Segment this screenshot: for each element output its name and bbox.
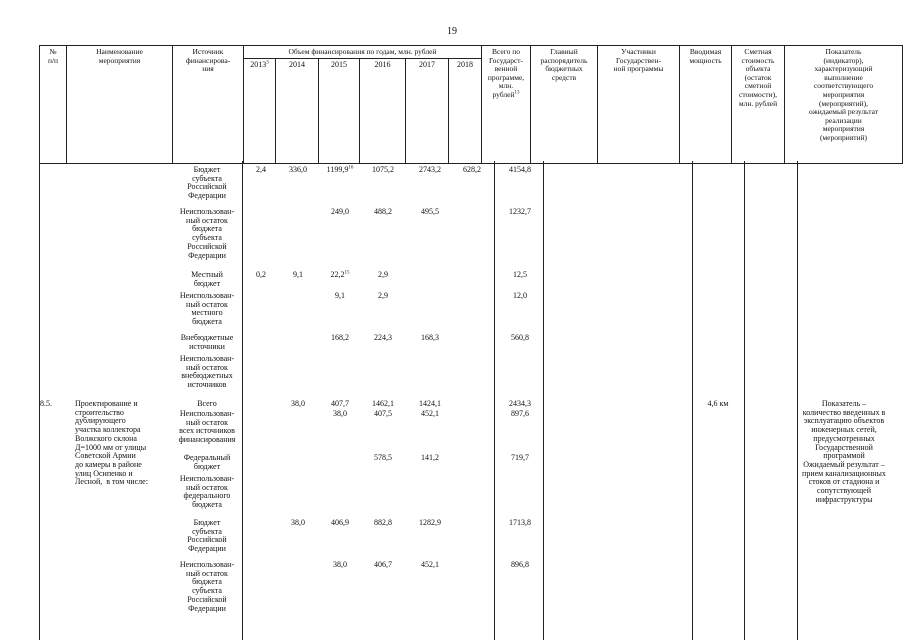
header-year-2017: 2017 (406, 59, 449, 164)
divider-line (242, 161, 243, 640)
group1-row-value-v2016: 2,9 (378, 270, 388, 279)
item85-row-value-total: 896,8 (511, 560, 529, 569)
group1-row-value-v2013: 2,4 (256, 165, 266, 174)
divider-line (543, 161, 544, 640)
item85-row-value-v2015: 38,0 (333, 560, 347, 569)
header-year-2015: 2015 (319, 59, 360, 164)
group1-row-value-v2015: 9,1 (335, 291, 345, 300)
group1-row-value-v2015: 22,2$^{15}$ (330, 270, 350, 279)
item85-row-value-v2015: 38,0 (333, 409, 347, 418)
header-cost: Сметная стоимость объекта (остаток сметной стоимости), млн. рублей (732, 46, 785, 164)
group1-row-value-v2017: 168,3 (421, 333, 439, 342)
group1-row-value-v2016: 488,2 (374, 207, 392, 216)
table-header (39, 45, 903, 164)
header-capacity: Вводимая мощность (680, 46, 732, 164)
item85-row-source: Всего (197, 399, 217, 408)
group1-row-source: Бюджет субъекта Российской Федерации (187, 165, 227, 201)
group1-row-source: Неиспользован- ный остаток бюджета субъекта Российской Федерации (179, 207, 235, 260)
group1-row-value-v2014: 9,1 (293, 270, 303, 279)
header-year-2013: 2013$^3$ (244, 59, 276, 164)
item-name: Проектирование и строительство дублирующего участка коллектора Волжского склона Д=1000 мм от улицы Советской Армии до камеры в районе улиц Осипенко и Лесной, в том числе: (75, 399, 148, 487)
divider-line (797, 161, 798, 640)
item85-row-value-v2017: 141,2 (421, 453, 439, 462)
header-source: Источник финансирова- ния (173, 46, 244, 164)
group1-row-value-v2016: 1075,2 (372, 165, 394, 174)
group1-row-value-v2015: 1199,9$^{16}$ (326, 165, 354, 174)
item85-row-value-v2017: 452,1 (421, 560, 439, 569)
group1-row-value-v2016: 2,9 (378, 291, 388, 300)
group1-row-value-v2014: 336,0 (289, 165, 307, 174)
header-volume: Объем финансирования по годам, млн. рублей (244, 46, 482, 59)
item85-row-source: Неиспользован- ный остаток бюджета субъекта Российской Федерации (179, 560, 235, 613)
header-participants: Участники Государствен- ной программы (598, 46, 680, 164)
group1-row-value-total: 12,0 (513, 291, 527, 300)
item85-row-source: Неиспользован- ный остаток федерального бюджета (179, 474, 235, 510)
divider-line (494, 161, 495, 640)
group1-row-value-v2017: 2743,2 (419, 165, 441, 174)
group1-row-value-v2015: 168,2 (331, 333, 349, 342)
item85-row-value-v2014: 38,0 (291, 399, 305, 408)
item85-row-value-v2017: 1282,9 (419, 518, 441, 527)
item85-row-value-v2016: 406,7 (374, 560, 392, 569)
item-number: 8.5. (40, 399, 52, 408)
item85-row-value-v2017: 1424,1 (419, 399, 441, 408)
item85-row-value-v2016: 407,5 (374, 409, 392, 418)
group1-row-value-v2015: 249,0 (331, 207, 349, 216)
item85-row-value-total: 1713,8 (509, 518, 531, 527)
item85-row-value-total: 2434,3 (509, 399, 531, 408)
header-total: Всего по Государст- венной программе, млн. рублей$^{13}$ (482, 46, 531, 164)
item85-row-value-v2017: 452,1 (421, 409, 439, 418)
header-manager: Главный распорядитель бюджетных средств (531, 46, 598, 164)
item-indicator: Показатель – количество введенных в эксплуатацию объектов инженерных сетей, предусмотренных Государственной программой Ожидаемый результат – прием канализационных стоков от стадиона и сопутствующей инфраструктуры (802, 399, 886, 504)
group1-row-value-v2016: 224,3 (374, 333, 392, 342)
item85-row-source: Федеральный бюджет (183, 453, 231, 471)
item85-row-value-v2015: 407,7 (331, 399, 349, 408)
header-name: Наименование мероприятия (67, 46, 173, 164)
header-num: № п/п (40, 46, 67, 164)
item85-row-value-v2014: 38,0 (291, 518, 305, 527)
item85-row-source: Бюджет субъекта Российской Федерации (187, 518, 227, 554)
divider-line (744, 161, 745, 640)
item85-row-value-v2016: 882,8 (374, 518, 392, 527)
item85-row-value-v2016: 1462,1 (372, 399, 394, 408)
group1-row-value-v2013: 0,2 (256, 270, 266, 279)
header-year-2014: 2014 (276, 59, 319, 164)
group1-row-source: Внебюджетные источники (180, 333, 234, 351)
group1-row-source: Неиспользован- ный остаток внебюджетных источников (179, 354, 235, 390)
divider-line (692, 161, 693, 640)
group1-row-source: Неиспользован- ный остаток местного бюджета (179, 291, 235, 327)
group1-row-value-v2018: 628,2 (463, 165, 481, 174)
item-capacity: 4,6 км (707, 399, 729, 408)
group1-row-value-total: 12,5 (513, 270, 527, 279)
group1-row-value-total: 1232,7 (509, 207, 531, 216)
header-year-2016: 2016 (360, 59, 406, 164)
header-indicator: Показатель (индикатор), характеризующий выполнение соответствующего мероприятия (мероприятий), ожидаемый результат реализации мероприятия (мероприятий) (785, 46, 903, 164)
page-number: 19 (447, 26, 457, 37)
group1-row-value-total: 4154,8 (509, 165, 531, 174)
group1-row-source: Местный бюджет (191, 270, 223, 288)
header-year-2018: 2018 (449, 59, 482, 164)
item85-row-value-total: 719,7 (511, 453, 529, 462)
item85-row-value-v2015: 406,9 (331, 518, 349, 527)
item85-row-value-total: 897,6 (511, 409, 529, 418)
group1-row-value-total: 560,8 (511, 333, 529, 342)
item85-row-value-v2016: 578,5 (374, 453, 392, 462)
item85-row-source: Неиспользован- ный остаток всех источников финансирования (178, 409, 236, 445)
group1-row-value-v2017: 495,5 (421, 207, 439, 216)
